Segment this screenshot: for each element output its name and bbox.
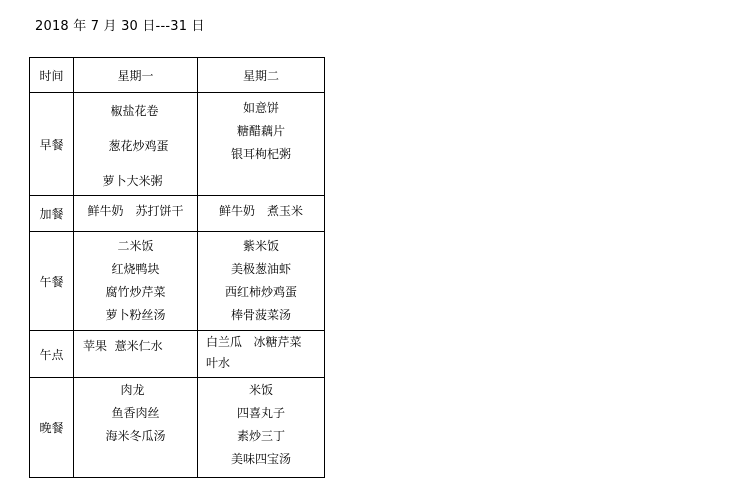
- cell-snack-monday: [74, 196, 198, 232]
- dish-item: 紫米饭: [242, 239, 279, 253]
- dish-item: 鲜牛奶 煮玉米: [218, 204, 303, 218]
- meal-label-dinner: 晚餐: [30, 378, 74, 478]
- menu-table: [29, 57, 325, 478]
- dish-item: 鲜牛奶 苏打饼干: [87, 204, 184, 218]
- dish-item: 美极葱油虾: [230, 262, 291, 276]
- meal-label-afternoon-snack: 午点: [30, 331, 74, 378]
- dish-item: 素炒三丁: [236, 429, 285, 443]
- dish-item: 如意饼: [242, 101, 279, 115]
- dish-item: 棒骨菠菜汤: [230, 308, 291, 322]
- header-time: 时间: [30, 58, 74, 93]
- cell-lunch-tuesday: [198, 232, 325, 331]
- dish-item: 白兰瓜 冰糖芹菜: [206, 335, 302, 349]
- dish-item: 腐竹炒芹菜: [105, 285, 166, 299]
- dish-item: 西红柿炒鸡蛋: [224, 285, 297, 299]
- dish-item: 银耳枸杞粥: [230, 147, 291, 161]
- table-row-breakfast: [30, 93, 325, 196]
- dish-item: 叶水: [206, 356, 231, 370]
- cell-breakfast-monday: [74, 93, 198, 196]
- dish-item: 海米冬瓜汤: [105, 429, 166, 443]
- dish-item: 苹果 薏米仁水: [83, 339, 163, 353]
- cell-afternoon-snack-monday: [74, 331, 198, 378]
- cell-dinner-monday: [74, 378, 198, 478]
- meal-label-lunch: 午餐: [30, 232, 74, 331]
- cell-lunch-monday: [74, 232, 198, 331]
- cell-snack-tuesday: [198, 196, 325, 232]
- header-tuesday: 星期二: [198, 58, 325, 93]
- cell-breakfast-tuesday: [198, 93, 325, 196]
- dish-item: 四喜丸子: [236, 406, 285, 420]
- table-header-row: [30, 58, 325, 93]
- table-row-lunch: [30, 232, 325, 331]
- dish-item: 肉龙: [120, 383, 145, 397]
- dish-item: 葱花炒鸡蛋: [108, 139, 169, 153]
- table-row-snack: [30, 196, 325, 232]
- table-row-dinner: [30, 378, 325, 478]
- dish-item: 萝卜大米粥: [102, 174, 163, 188]
- cell-afternoon-snack-tuesday: [198, 331, 325, 378]
- meal-label-snack: 加餐: [30, 196, 74, 232]
- dish-item: 美味四宝汤: [230, 452, 291, 466]
- page-title: 2018 年 7 月 30 日---31 日: [35, 19, 205, 34]
- dish-item: 红烧鸭块: [111, 262, 160, 276]
- dish-item: 糖醋藕片: [236, 124, 285, 138]
- dish-item: 椒盐花卷: [110, 104, 159, 118]
- header-monday: 星期一: [74, 58, 198, 93]
- meal-label-breakfast: 早餐: [30, 93, 74, 196]
- dish-item: 鱼香肉丝: [111, 406, 160, 420]
- dish-item: 二米饭: [117, 239, 154, 253]
- dish-item: 萝卜粉丝汤: [105, 308, 166, 322]
- dish-item: 米饭: [248, 383, 273, 397]
- cell-dinner-tuesday: [198, 378, 325, 478]
- table-row-afternoon-snack: [30, 331, 325, 378]
